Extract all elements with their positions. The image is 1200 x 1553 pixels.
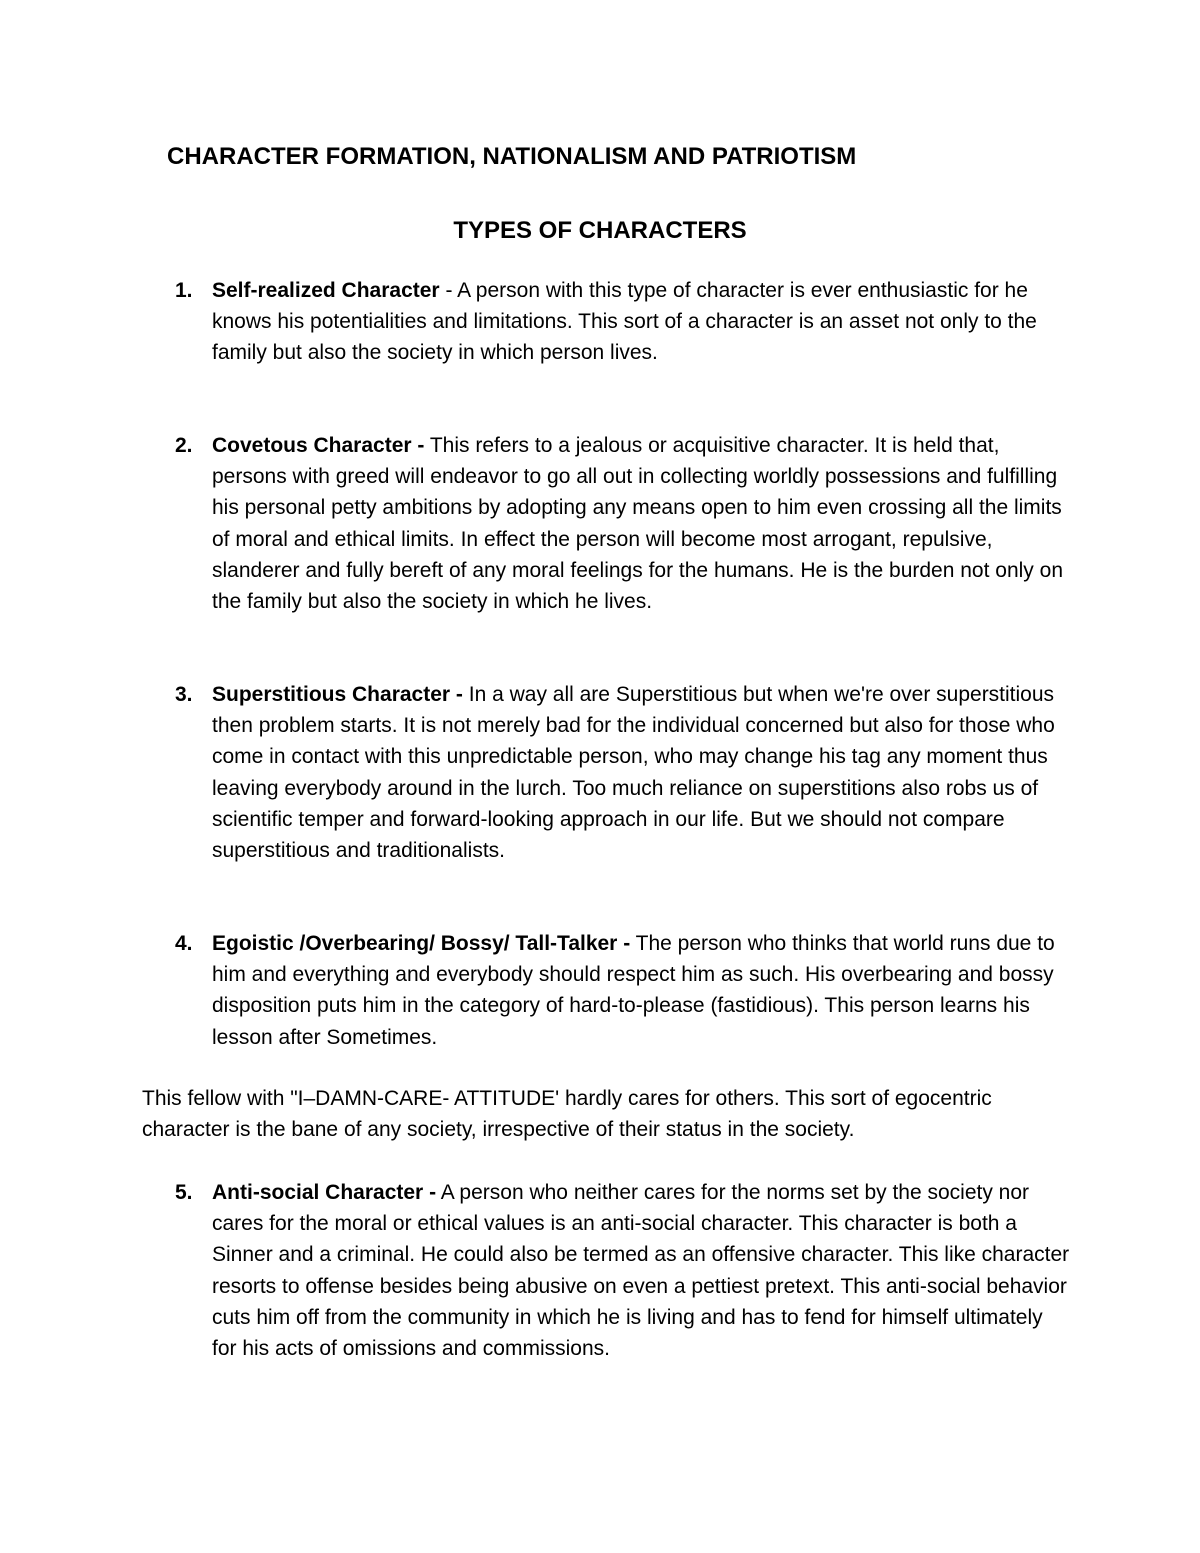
list-item-text: - A person with this type of character is ever enthusiastic for he knows his potentialities and limitations. This sort of a character is an asset not only to the family but also the society in which person lives. xyxy=(212,279,1037,365)
list-item-text: In a way all are Superstitious but when we're over superstitious then problem starts. It is not merely bad for the individual concerned but also for those who come in contact with this unpredictable person, who may change his tag any moment thus leaving everybody around in the lurch. Too much reliance on superstitions also robs us of scientific temper and forward-looking approach in our life. But we should not compare superstitious and traditionalists. xyxy=(212,683,1055,863)
list-item-number: 5. xyxy=(175,1181,193,1204)
list-item-term: Anti-social Character - xyxy=(212,1181,437,1204)
interlude-paragraph: This fellow with "I–DAMN-CARE- ATTITUDE' hardly cares for others. This sort of egocentric character is the bane of any society, irrespective of their status in the society. xyxy=(142,1087,992,1142)
list-item-number: 4. xyxy=(175,932,193,955)
list-item-number: 3. xyxy=(175,683,193,706)
list-item-self-realized xyxy=(175,275,1072,369)
list-item-text: A person who neither cares for the norms set by the society nor cares for the moral or ethical values is an anti-social character. This character is both a Sinner and a criminal. He could also be termed as an offensive character. This like character resorts to offense besides being abusive on even a pettiest pretext. This anti-social behavior cuts him off from the community in which he is living and has to fend for himself ultimately for his acts of omissions and commissions. xyxy=(212,1181,1070,1361)
document-title: CHARACTER FORMATION, NATIONALISM AND PATRIOTISM xyxy=(167,143,857,170)
list-item-term: Self-realized Character xyxy=(212,279,440,302)
list-item-term: Egoistic /Overbearing/ Bossy/ Tall-Talker - xyxy=(212,932,631,955)
list-item-covetous xyxy=(175,430,1072,617)
list-item-text: This refers to a jealous or acquisitive character. It is held that, persons with greed will endeavor to go all out in collecting worldly possessions and fulfilling his personal petty ambitions by adopting any means open to him even crossing all the limits of moral and ethical limits. In effect the person will become most arrogant, repulsive, slanderer and fully bereft of any moral feelings for the humans. He is the burden not only on the family but also the society in which he lives. xyxy=(212,434,1063,614)
list-item-term: Superstitious Character - xyxy=(212,683,463,706)
document-subtitle: TYPES OF CHARACTERS xyxy=(453,217,747,244)
list-item-number: 1. xyxy=(175,279,193,302)
list-item-anti-social xyxy=(175,1177,1072,1364)
list-item-term: Covetous Character - xyxy=(212,434,425,457)
list-item-number: 2. xyxy=(175,434,193,457)
list-item-superstitious xyxy=(175,679,1072,866)
list-item-text: The person who thinks that world runs due to him and everything and everybody should respect him as such. His overbearing and bossy disposition puts him in the category of hard-to-please (fastidious). This person learns his lesson after Sometimes. xyxy=(212,932,1055,1049)
list-item-egoistic xyxy=(175,928,1072,1053)
